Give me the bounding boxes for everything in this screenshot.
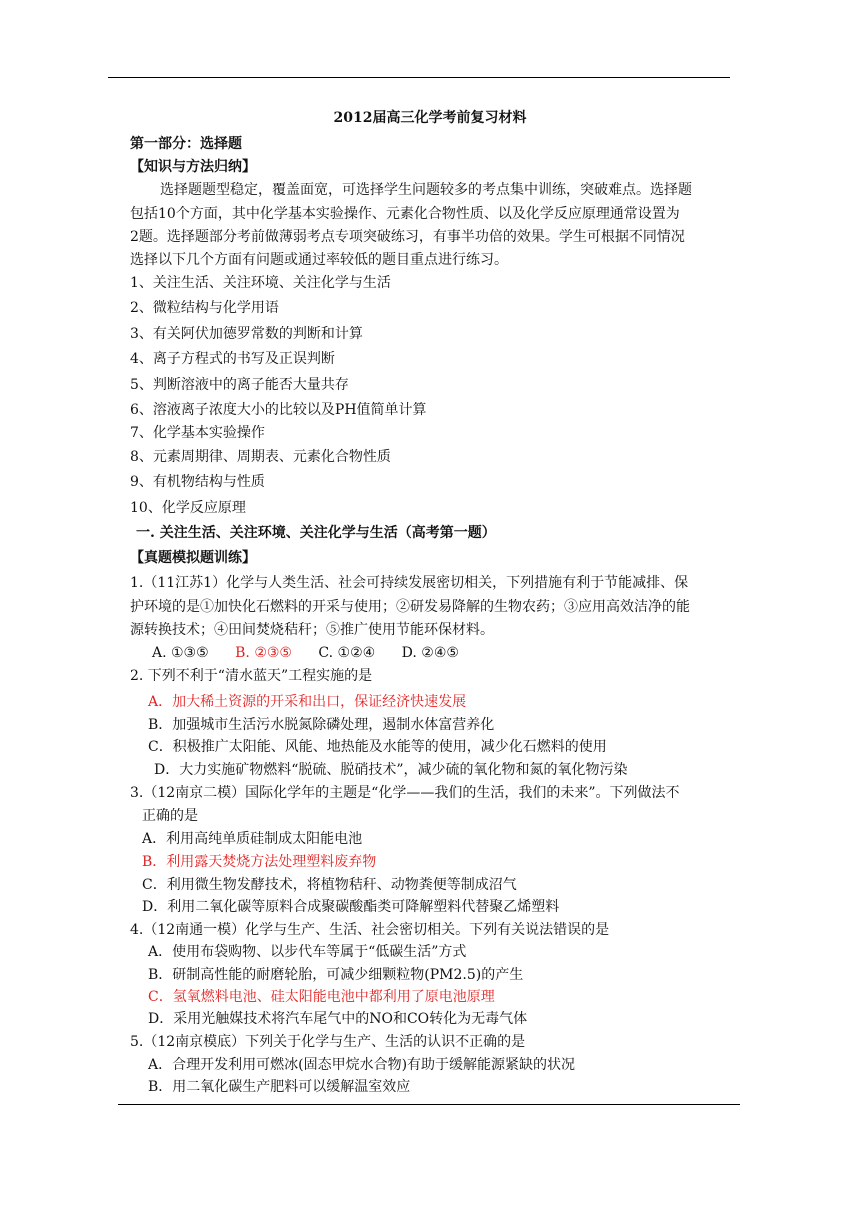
topic-item: 10、化学反应原理 — [130, 500, 246, 516]
q2-option-c: C．积极推广太阳能、风能、地热能及水能等的使用，减少化石燃料的使用 — [148, 739, 607, 755]
topic-item: 2、微粒结构与化学用语 — [130, 300, 279, 316]
intro-line: 选择题题型稳定，覆盖面宽，可选择学生问题较多的考点集中训练，突破难点。选择题 — [160, 182, 692, 198]
topic-item: 6、溶液离子浓度大小的比较以及PH值简单计算 — [130, 402, 427, 418]
q2-stem: 2. 下列不利于“清水蓝天”工程实施的是 — [130, 668, 373, 684]
q2-option-d: D．大力实施矿物燃料“脱硫、脱硝技术”，减少硫的氧化物和氮的氧化物污染 — [154, 762, 628, 778]
q5-option-a: A．合理开发利用可燃冰(固态甲烷水合物)有助于缓解能源紧缺的状况 — [148, 1057, 576, 1073]
topic-item: 3、有关阿伏加德罗常数的判断和计算 — [130, 326, 363, 342]
q1-choice-d: D. ②④⑤ — [401, 645, 459, 661]
intro-line: 2题。选择题部分考前做薄弱考点专项突破练习，有事半功倍的效果。学生可根据不同情况 — [130, 229, 685, 245]
training-heading: 【真题模拟题训练】 — [130, 550, 256, 566]
intro-line: 选择以下几个方面有问题或通过率较低的题目重点进行练习。 — [130, 252, 508, 268]
q1-choice-a: A. ①③⑤ — [152, 645, 209, 661]
q5-stem: 5.（12南京模底）下列关于化学与生产、生活的认识不正确的是 — [130, 1034, 526, 1050]
topic-item: 5、判断溶液中的离子能否大量共存 — [130, 377, 349, 393]
q5-option-b: B．用二氧化碳生产肥料可以缓解温室效应 — [148, 1079, 411, 1095]
q2-option-b: B．加强城市生活污水脱氮除磷处理，遏制水体富营养化 — [148, 717, 495, 733]
q2-option-a-answer: A．加大稀土资源的开采和出口，保证经济快速发展 — [148, 694, 467, 710]
q1-choice-b-answer: B. ②③⑤ — [235, 645, 292, 661]
q1-choices — [152, 643, 481, 663]
q1-stem: 1.（11江苏1）化学与人类生活、社会可持续发展密切相关，下列措施有利于节能减排、保 — [130, 575, 689, 591]
document-title: 2012届高三化学考前复习材料 — [333, 110, 527, 126]
q4-option-c-answer: C．氢氧燃料电池、硅太阳能电池中都利用了原电池原理 — [148, 989, 495, 1005]
intro-line: 包括10个方面，其中化学基本实验操作、元素化合物性质、以及化学反应原理通常设置为 — [130, 206, 680, 222]
topic-item: 7、化学基本实验操作 — [130, 425, 265, 441]
q3-option-b-answer: B．利用露天焚烧方法处理塑料废弃物 — [142, 854, 377, 870]
q3-option-a: A．利用高纯单质硅制成太阳能电池 — [142, 831, 363, 847]
q3-option-c: C．利用微生物发酵技术，将植物秸秆、动物粪便等制成沼气 — [142, 877, 517, 893]
q3-stem: 3.（12南京二模）国际化学年的主题是“化学——我们的生活，我们的未来”。下列做法不 — [130, 785, 680, 801]
q4-option-d: D．采用光触媒技术将汽车尾气中的NO和CO转化为无毒气体 — [148, 1011, 528, 1027]
q4-stem: 4.（12南通一模）化学与生产、生活、社会密切相关。下列有关说法错误的是 — [130, 922, 610, 938]
header-rule — [108, 77, 730, 78]
topic-item: 8、元素周期律、周期表、元素化合物性质 — [130, 449, 391, 465]
topic-item: 1、关注生活、关注环境、关注化学与生活 — [130, 275, 391, 291]
q4-option-a: A．使用布袋购物、以步代车等属于“低碳生活”方式 — [148, 944, 467, 960]
section1-heading: 一. 关注生活、关注环境、关注化学与生活（高考第一题） — [136, 525, 496, 541]
topic-item: 9、有机物结构与性质 — [130, 474, 265, 490]
part-heading: 第一部分：选择题 — [130, 136, 242, 152]
q1-stem: 源转换技术；④田间焚烧秸秆；⑤推广使用节能环保材料。 — [130, 622, 494, 638]
q4-option-b: B．研制高性能的耐磨轮胎，可减少细颗粒物(PM2.5)的产生 — [148, 967, 524, 983]
knowledge-heading: 【知识与方法归纳】 — [130, 159, 256, 175]
q1-choice-c: C. ①②④ — [318, 645, 376, 661]
q3-option-d: D．利用二氧化碳等原料合成聚碳酸酯类可降解塑料代替聚乙烯塑料 — [142, 899, 560, 915]
footer-rule — [118, 1104, 740, 1105]
q3-stem: 正确的是 — [142, 808, 198, 824]
q1-stem: 护环境的是①加快化石燃料的开采与使用；②研发易降解的生物农药；③应用高效洁净的能 — [130, 599, 690, 615]
topic-item: 4、离子方程式的书写及正误判断 — [130, 351, 335, 367]
